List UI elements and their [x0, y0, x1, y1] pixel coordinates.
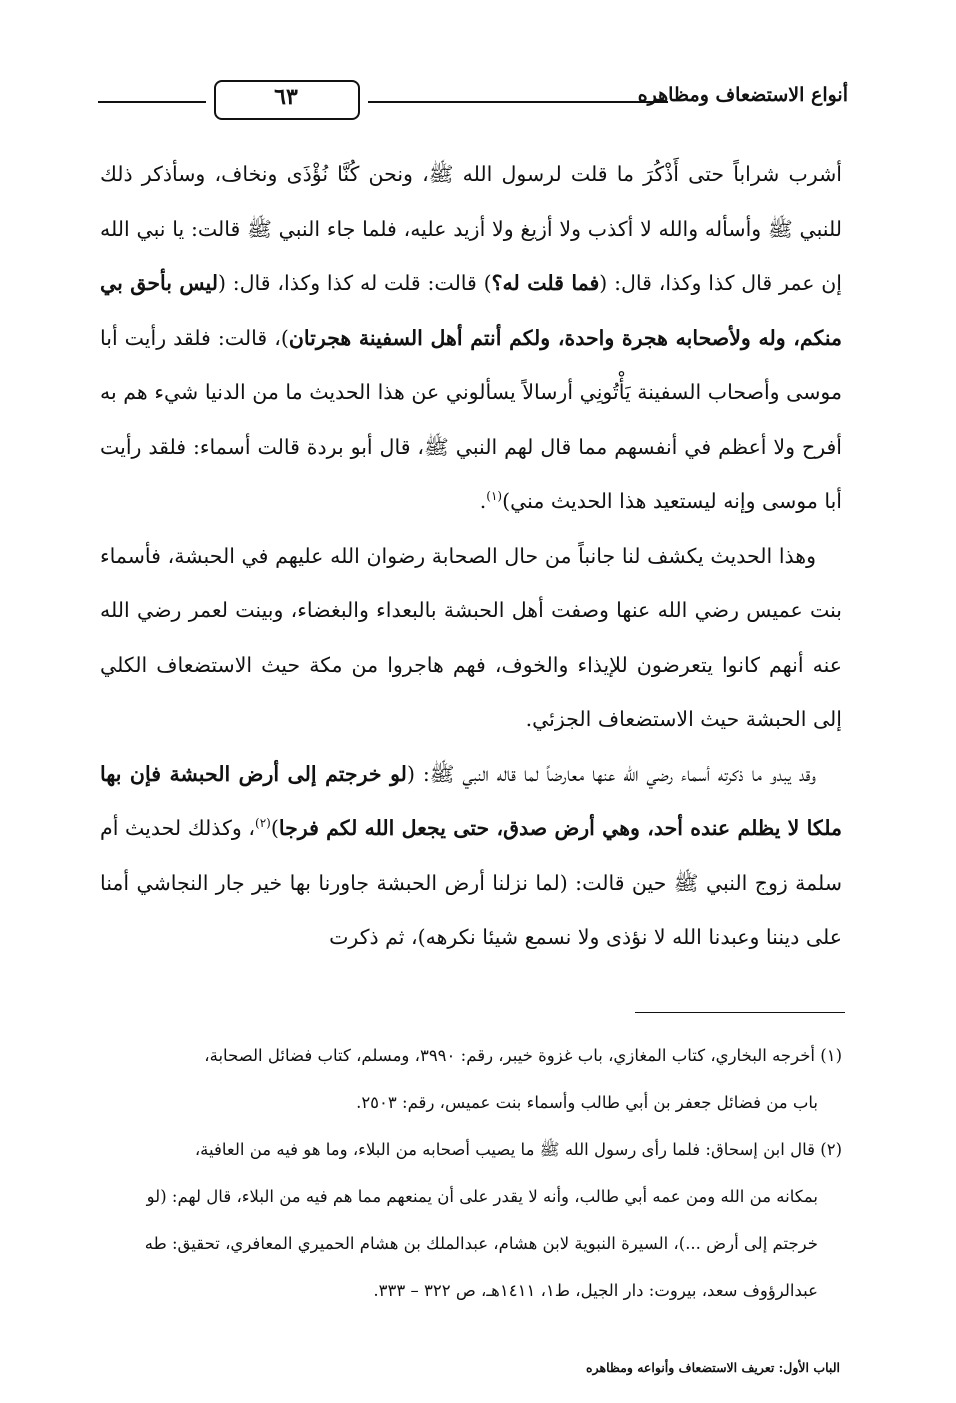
- footnote-2-line-2: بمكانه من الله ومن عمه أبي طالب، وأنه لا يقدر على أن يمنعهم مما هم فيه من البلاء، قال لهم: (لو: [146, 1187, 818, 1206]
- p3-text-d: ، وكذلك لحديث أم سلمة زوج النبي ﷺ حين قالت: (لما نزلنا أرض الحبشة جاورنا بها خير جار النجاشي أمنا على ديننا وعبدنا الله لا نؤذى ولا نسمع شيئا نكرهه)، ثم ذكرت: [100, 816, 842, 949]
- page-header: [98, 80, 848, 124]
- footnote-1-line-1: (١) أخرجه البخاري، كتاب المغازي، باب غزوة خيبر، رقم: ٣٩٩٠، ومسلم، كتاب فضائل الصحابة،: [204, 1046, 842, 1065]
- p3-text-c: ): [270, 816, 279, 840]
- page-number-frame: [214, 80, 360, 120]
- p1-end: .: [479, 489, 487, 513]
- footnote-ref-2[interactable]: (٢): [255, 816, 271, 831]
- footnotes: [100, 1032, 842, 1314]
- header-rule-right: [368, 101, 668, 103]
- footnote-2-line-1: (٢) قال ابن إسحاق: فلما رأى رسول الله ﷺ ما يصيب أصحابه من البلاء، وما هو فيه من العافية،: [194, 1140, 842, 1159]
- p1-text-a: أشرب شراباً حتى أَذْكُرَ ما قلت لرسول الله ﷺ، ونحن كُنَّا نُؤْذَى ونخاف، وسأذكر ذلك للنبي ﷺ وأسأله والله لا أكذب ولا أزيغ ولا أزيد عليه، فلما جاء النبي ﷺ قالت: يا نبي الله إن عمر قال كذا وكذا، قال: (: [100, 162, 842, 295]
- p1-text-c: ) قالت: قلت له كذا وكذا، قال: (: [217, 271, 492, 295]
- paragraph-2: وهذا الحديث يكشف لنا جانباً من حال الصحابة رضوان الله عليهم في الحبشة، فأسماء بنت عميس رضي الله عنها وصفت أهل الحبشة بالبعداء والبغضاء، وبينت لعمر رضي الله عنه أنهم كانوا يتعرضون للإيذاء والخوف، فهم هاجروا من مكة حيث الاستضعاف الكلي إلى الحبشة حيث الاستضعاف الجزئي.: [100, 543, 842, 731]
- p1-text-d: )، قالت: فلقد رأيت أبا موسى وأصحاب السفينة يَأْتُونِي أرسالاً يسألوني عن هذا الحديث ما من الدنيا شيء هم به أفرح ولا أعظم في أنفسهم مما قال لهم النبي ﷺ، قال أبو بردة قالت أسماء: فلقد رأيت أبا موسى وإنه ليستعيد هذا الحديث مني): [100, 325, 842, 513]
- p3-bold: لو خرجتم إلى أرض الحبشة فإن بها ملكا لا يظلم عنده أحد، وهي أرض صدق، حتى يجعل الله لكم فرجا: [100, 761, 842, 840]
- p1-bold-a: فما قلت له؟: [491, 271, 600, 295]
- footnote-2-line-3: خرجتم إلى أرض ...)، السيرة النبوية لابن هشام، عبدالملك بن هشام الحميري المعافري، تحقيق: طه: [144, 1234, 818, 1253]
- paragraph-1: [100, 147, 842, 529]
- p1-bold-b: ليس بأحق بي منكم، وله ولأصحابه هجرة واحدة، ولكم أنتم أهل السفينة هجرتان: [100, 271, 842, 350]
- p3-text-a: وقد يبدو ما ذكرته أسماء رضي الله عنها معارضاً لما قاله النبي ﷺ: (: [406, 761, 816, 786]
- running-title: أنواع الاستضعاف ومظاهره: [637, 84, 848, 106]
- footnote-separator: [635, 1012, 845, 1013]
- footnote-2-line-4: عبدالرؤوف سعد، بيروت: دار الجيل، ط١، ١٤١١هـ، ص ٣٢٢ – ٣٣٣.: [373, 1281, 818, 1300]
- header-rule-left: [98, 101, 206, 103]
- footnote-1-line-2: باب من فضائل جعفر بن أبي طالب وأسماء بنت عميس، رقم: ٢٥٠٣.: [356, 1093, 818, 1112]
- page-number: ٦٣: [274, 84, 298, 110]
- page-footer: الباب الأول: تعريف الاستضعاف وأنواعه ومظاهره: [586, 1360, 840, 1375]
- paragraph-3: [100, 747, 842, 965]
- footnote-ref-1[interactable]: (١): [486, 489, 503, 504]
- main-text: [100, 147, 842, 965]
